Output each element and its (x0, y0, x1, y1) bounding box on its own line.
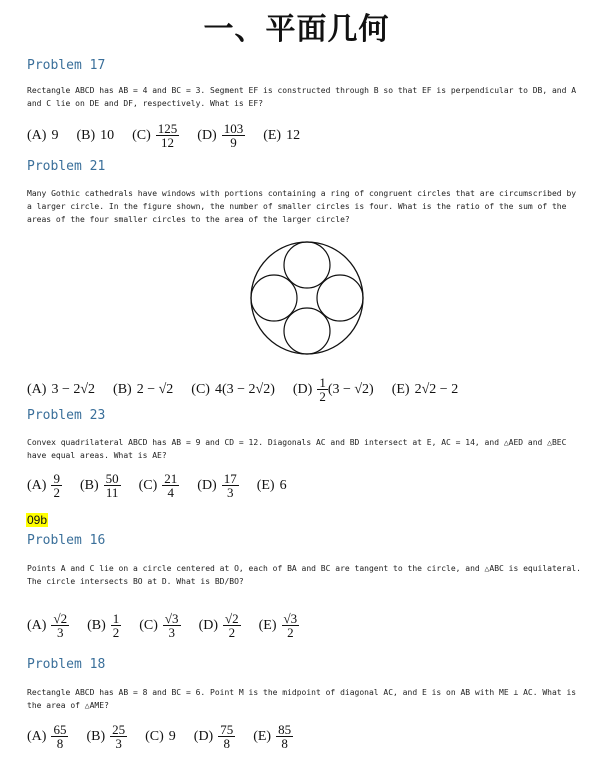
answer-choice (257, 478, 287, 494)
numerator: 125 (157, 121, 178, 136)
answer-value: 12 (286, 127, 301, 143)
denominator: 2 (228, 625, 236, 640)
answer-choice (27, 128, 58, 144)
answer-choice (139, 612, 180, 639)
fraction (51, 612, 69, 639)
fraction (163, 612, 181, 639)
page-heading: 一、平面几何 (203, 12, 390, 47)
answer-value: 6 (279, 477, 287, 493)
problem-title: Problem 23 (27, 408, 106, 423)
answer-choice (27, 723, 68, 750)
answer-choices (27, 723, 311, 750)
fraction (223, 612, 241, 639)
answer-choice (197, 472, 238, 499)
answer-choices (27, 376, 476, 403)
fraction (51, 723, 68, 750)
fraction (222, 122, 246, 149)
denominator: 3 (168, 625, 175, 640)
small-circle-bottom (284, 308, 330, 354)
answer-label: (C) (145, 728, 164, 744)
answer-choice (197, 122, 245, 149)
answer-choice (113, 382, 173, 398)
answer-choice (139, 472, 180, 499)
answer-choice (27, 472, 62, 499)
answer-choice (293, 376, 374, 403)
fraction (110, 723, 127, 750)
answer-choice (253, 723, 293, 750)
answer-choice (263, 128, 300, 144)
denominator: 2 (112, 625, 120, 640)
small-circle-right (317, 275, 363, 321)
answer-label: (A) (27, 617, 47, 633)
numerator: 17 (223, 471, 237, 486)
fraction (162, 472, 179, 499)
answer-label: (A) (27, 728, 47, 744)
denominator: 2 (319, 389, 326, 404)
numerator: 75 (220, 722, 234, 737)
numerator: 65 (53, 722, 67, 737)
denominator: 12 (161, 135, 175, 150)
answer-choice (392, 382, 458, 398)
answer-label: (B) (79, 477, 99, 493)
small-circle-left (251, 275, 297, 321)
answer-label: (D) (197, 127, 217, 143)
answer-label: (E) (258, 617, 277, 633)
problem-text: Rectangle ABCD has AB = 4 and BC = 3. Segment EF is constructed through B so that EF is perpendicular to DB, and A and C lie on DE and DF, respectively. What is EF? (27, 86, 577, 108)
problem-title: Problem 21 (27, 159, 106, 174)
answer-label: (E) (253, 728, 272, 744)
answer-label: (C) (139, 617, 158, 633)
answer-choice (87, 612, 121, 639)
numerator: 1 (319, 375, 326, 390)
answer-label: (A) (27, 477, 47, 493)
problem-text: Points A and C lie on a circle centered at O, each of BA and BC are tangent to the circle, and △ABC is equilateral. The circle intersects BO at D. What is BD/BO? (27, 564, 581, 586)
fraction (51, 472, 62, 499)
answer-label: (B) (76, 127, 96, 143)
problem-text: Rectangle ABCD has AB = 8 and BC = 6. Point M is the midpoint of diagonal AC, and E is on AB with ME ⊥ AC. What is the area of △AME? (27, 688, 577, 710)
numerator: √3 (164, 611, 179, 626)
answer-choices (27, 472, 305, 499)
numerator: √3 (283, 611, 298, 626)
answer-choice (76, 128, 114, 144)
answer-label: (B) (113, 381, 132, 397)
problem-title: Problem 17 (27, 58, 106, 73)
denominator: 3 (226, 485, 234, 500)
answer-label: (B) (87, 617, 106, 633)
denominator: 4 (167, 485, 175, 500)
numerator: √2 (225, 611, 239, 626)
answer-choice (27, 612, 69, 639)
answer-choice (86, 723, 127, 750)
answer-label: (D) (198, 617, 218, 633)
fraction (156, 122, 180, 149)
answer-value: 9 (168, 728, 176, 744)
problem-title: Problem 16 (27, 533, 106, 548)
denominator: 2 (53, 485, 60, 500)
fraction (218, 723, 235, 750)
numerator: 103 (223, 121, 244, 136)
answer-choice (259, 612, 300, 639)
fraction (222, 472, 239, 499)
denominator: 11 (105, 485, 119, 500)
problem-text: Many Gothic cathedrals have windows with portions containing a ring of congruent circles that are circumscribed by a larger circle. In the figure shown, the number of smaller circles is four. What is the ratio of the sum of the areas of the four smaller circles to the area of the larger circle? (27, 189, 577, 224)
answer-label: (A) (27, 127, 47, 143)
denominator: 8 (223, 736, 230, 751)
answer-choices (27, 122, 318, 149)
denominator: 8 (56, 736, 64, 751)
fraction (317, 376, 328, 403)
answer-label: (E) (263, 127, 282, 143)
answer-choice (80, 472, 121, 499)
answer-choice (27, 382, 95, 398)
numerator: √2 (53, 611, 68, 626)
gothic-window-figure (247, 238, 367, 358)
answer-label: (A) (27, 381, 47, 397)
answer-label: (D) (193, 728, 214, 744)
denominator: 2 (287, 625, 294, 640)
fraction (282, 612, 300, 639)
fraction (104, 472, 121, 499)
answer-choice (194, 723, 235, 750)
numerator: 85 (278, 722, 292, 737)
denominator: 3 (115, 736, 122, 751)
problem-text: Convex quadrilateral ABCD has AB = 9 and CD = 12. Diagonals AC and BD intersect at E, AC = 14, and △AED and △BEC have equal areas. What is AE? (27, 438, 567, 460)
answer-value: 3 − 2√2 (51, 381, 96, 397)
answer-choice (145, 729, 176, 745)
denominator: 9 (230, 135, 237, 150)
numerator: 50 (105, 471, 119, 486)
denominator: 3 (57, 625, 64, 640)
answer-value: 9 (51, 127, 59, 143)
answer-value: 10 (100, 127, 115, 143)
section-tag: 09b (27, 513, 48, 527)
numerator: 9 (53, 471, 60, 486)
answer-label: (D) (197, 477, 217, 493)
answer-value: 2 − √2 (136, 381, 174, 397)
answer-choice (132, 122, 179, 149)
answer-choice (191, 382, 275, 398)
answer-value: 2√2 − 2 (414, 381, 459, 397)
answer-label: (D) (292, 381, 313, 397)
large-circle (251, 242, 363, 354)
answer-label: (E) (256, 477, 275, 493)
fraction (111, 612, 122, 639)
answer-choices (27, 612, 317, 639)
numerator: 1 (112, 611, 120, 626)
answer-label: (E) (391, 381, 410, 397)
answer-suffix: (3 − √2) (327, 381, 374, 397)
denominator: 8 (281, 736, 288, 751)
fraction (276, 723, 293, 750)
answer-label: (C) (138, 477, 158, 493)
answer-value: 4(3 − 2√2) (214, 381, 275, 397)
answer-label: (B) (86, 728, 106, 744)
answer-choice (199, 612, 241, 639)
numerator: 25 (112, 722, 126, 737)
small-circle-top (284, 242, 330, 288)
answer-label: (C) (191, 381, 210, 397)
answer-label: (C) (132, 127, 151, 143)
numerator: 21 (164, 471, 178, 486)
problem-title: Problem 18 (27, 657, 106, 672)
